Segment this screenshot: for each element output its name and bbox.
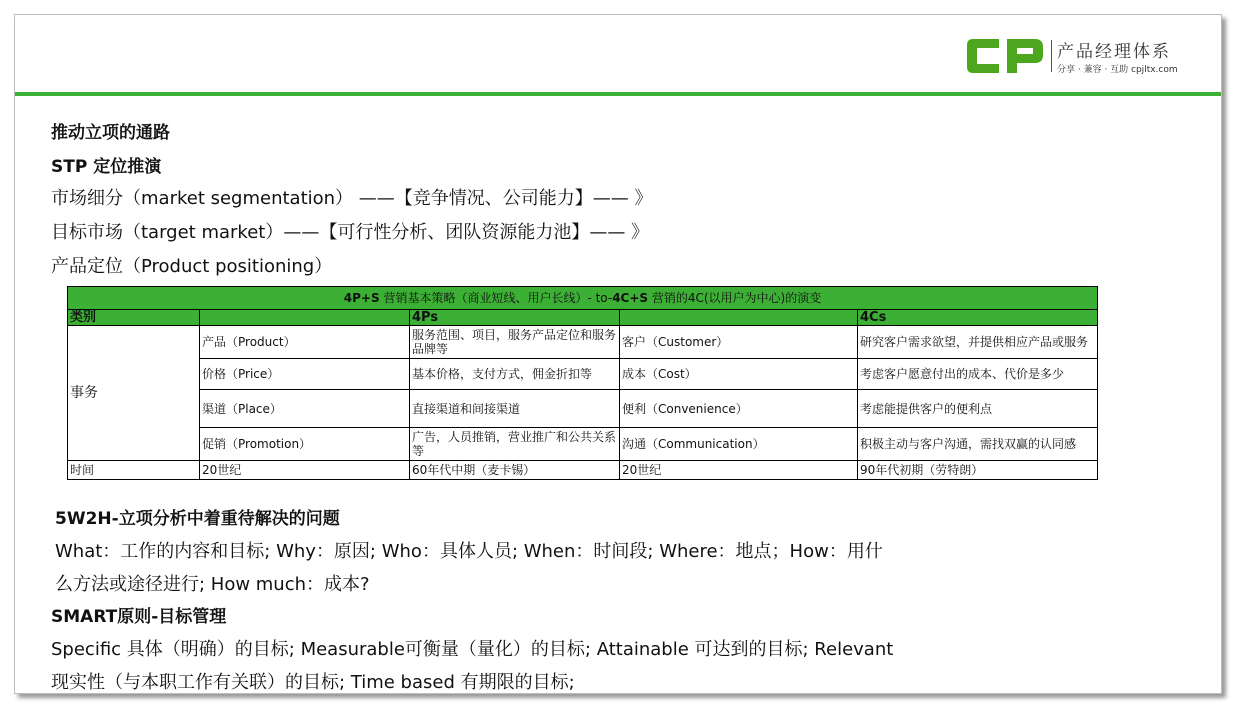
table-cell: 沟通（Communication） <box>620 428 858 461</box>
cp-logo <box>965 36 1205 80</box>
header-cell: 4Ps <box>410 310 620 326</box>
table-cell: 促销（Promotion） <box>200 428 410 461</box>
stp-line: 市场细分（market segmentation） ——【竞争情况、公司能力】—— 》 <box>51 188 653 209</box>
header-cell: 4Cs <box>858 310 1098 326</box>
header-cell <box>200 310 410 326</box>
section-heading: 推动立项的通路 <box>51 123 170 143</box>
table-cell: 90年代初期（劳特朗） <box>858 461 1098 480</box>
w5h2-line: 么方法或途径进行; How much：成本? <box>55 574 370 595</box>
table-cell: 考虑能提供客户的便利点 <box>858 390 1098 428</box>
table-cell: 客户（Customer） <box>620 326 858 359</box>
smart-title: SMART原则-目标管理 <box>51 607 227 627</box>
table-cell: 便利（Convenience） <box>620 390 858 428</box>
stp-line: 目标市场（target market）——【可行性分析、团队资源能力池】—— 》 <box>51 222 650 243</box>
table-row <box>68 428 1098 461</box>
marketing-table <box>67 286 1098 480</box>
table-cell: 广告，人员推销，营业推广和公共关系等 <box>410 428 620 461</box>
slide <box>14 14 1222 694</box>
table-header-row <box>68 310 1098 326</box>
cp-logo-icon <box>965 36 1045 76</box>
stp-title: STP 定位推演 <box>51 157 162 177</box>
table-cell: 60年代中期（麦卡锡） <box>410 461 620 480</box>
table-row <box>68 359 1098 390</box>
smart-line: Specific 具体（明确）的目标; Measurable可衡量（量化）的目标; Attainable 可达到的目标; Relevant <box>51 639 894 660</box>
table-cell: 基本价格，支付方式，佣金折扣等 <box>410 359 620 390</box>
table-cell: 20世纪 <box>200 461 410 480</box>
table-row <box>68 326 1098 359</box>
table-title-row <box>68 287 1098 310</box>
w5h2-line: What：工作的内容和目标; Why：原因; Who：具体人员; When：时间段; Where：地点；How：用什 <box>55 541 883 562</box>
table-cell: 直接渠道和间接渠道 <box>410 390 620 428</box>
table-title: 4P+S 营销基本策略（商业短线、用户长线）- to-4C+S 营销的4C(以用户为中心)的演变 <box>68 287 1098 310</box>
table-cell: 积极主动与客户沟通，需找双赢的认同感 <box>858 428 1098 461</box>
table-cell: 研究客户需求欲望，并提供相应产品或服务 <box>858 326 1098 359</box>
category-cell: 事务 <box>68 326 200 461</box>
table-cell: 价格（Price） <box>200 359 410 390</box>
logo-subtitle: 分享 · 兼容 · 互助 cpjltx.com <box>1057 65 1178 75</box>
table-cell: 渠道（Place） <box>200 390 410 428</box>
logo-title: 产品经理体系 <box>1057 42 1171 62</box>
table-cell: 产品（Product） <box>200 326 410 359</box>
table-cell: 成本（Cost） <box>620 359 858 390</box>
header-cell: 类别 <box>68 310 200 326</box>
table-cell: 20世纪 <box>620 461 858 480</box>
table-row <box>68 390 1098 428</box>
smart-line: 现实性（与本职工作有关联）的目标; Time based 有期限的目标; <box>51 672 575 693</box>
header-cell <box>620 310 858 326</box>
table-row-time <box>68 461 1098 480</box>
w5h2-title: 5W2H-立项分析中着重待解决的问题 <box>55 509 340 529</box>
table-cell: 服务范围、项目，服务产品定位和服务品牌等 <box>410 326 620 359</box>
stp-line: 产品定位（Product positioning） <box>51 256 333 277</box>
logo-separator <box>1051 40 1052 72</box>
table-cell: 考虑客户愿意付出的成本、代价是多少 <box>858 359 1098 390</box>
table-cell: 时间 <box>68 461 200 480</box>
header-divider <box>15 92 1221 96</box>
